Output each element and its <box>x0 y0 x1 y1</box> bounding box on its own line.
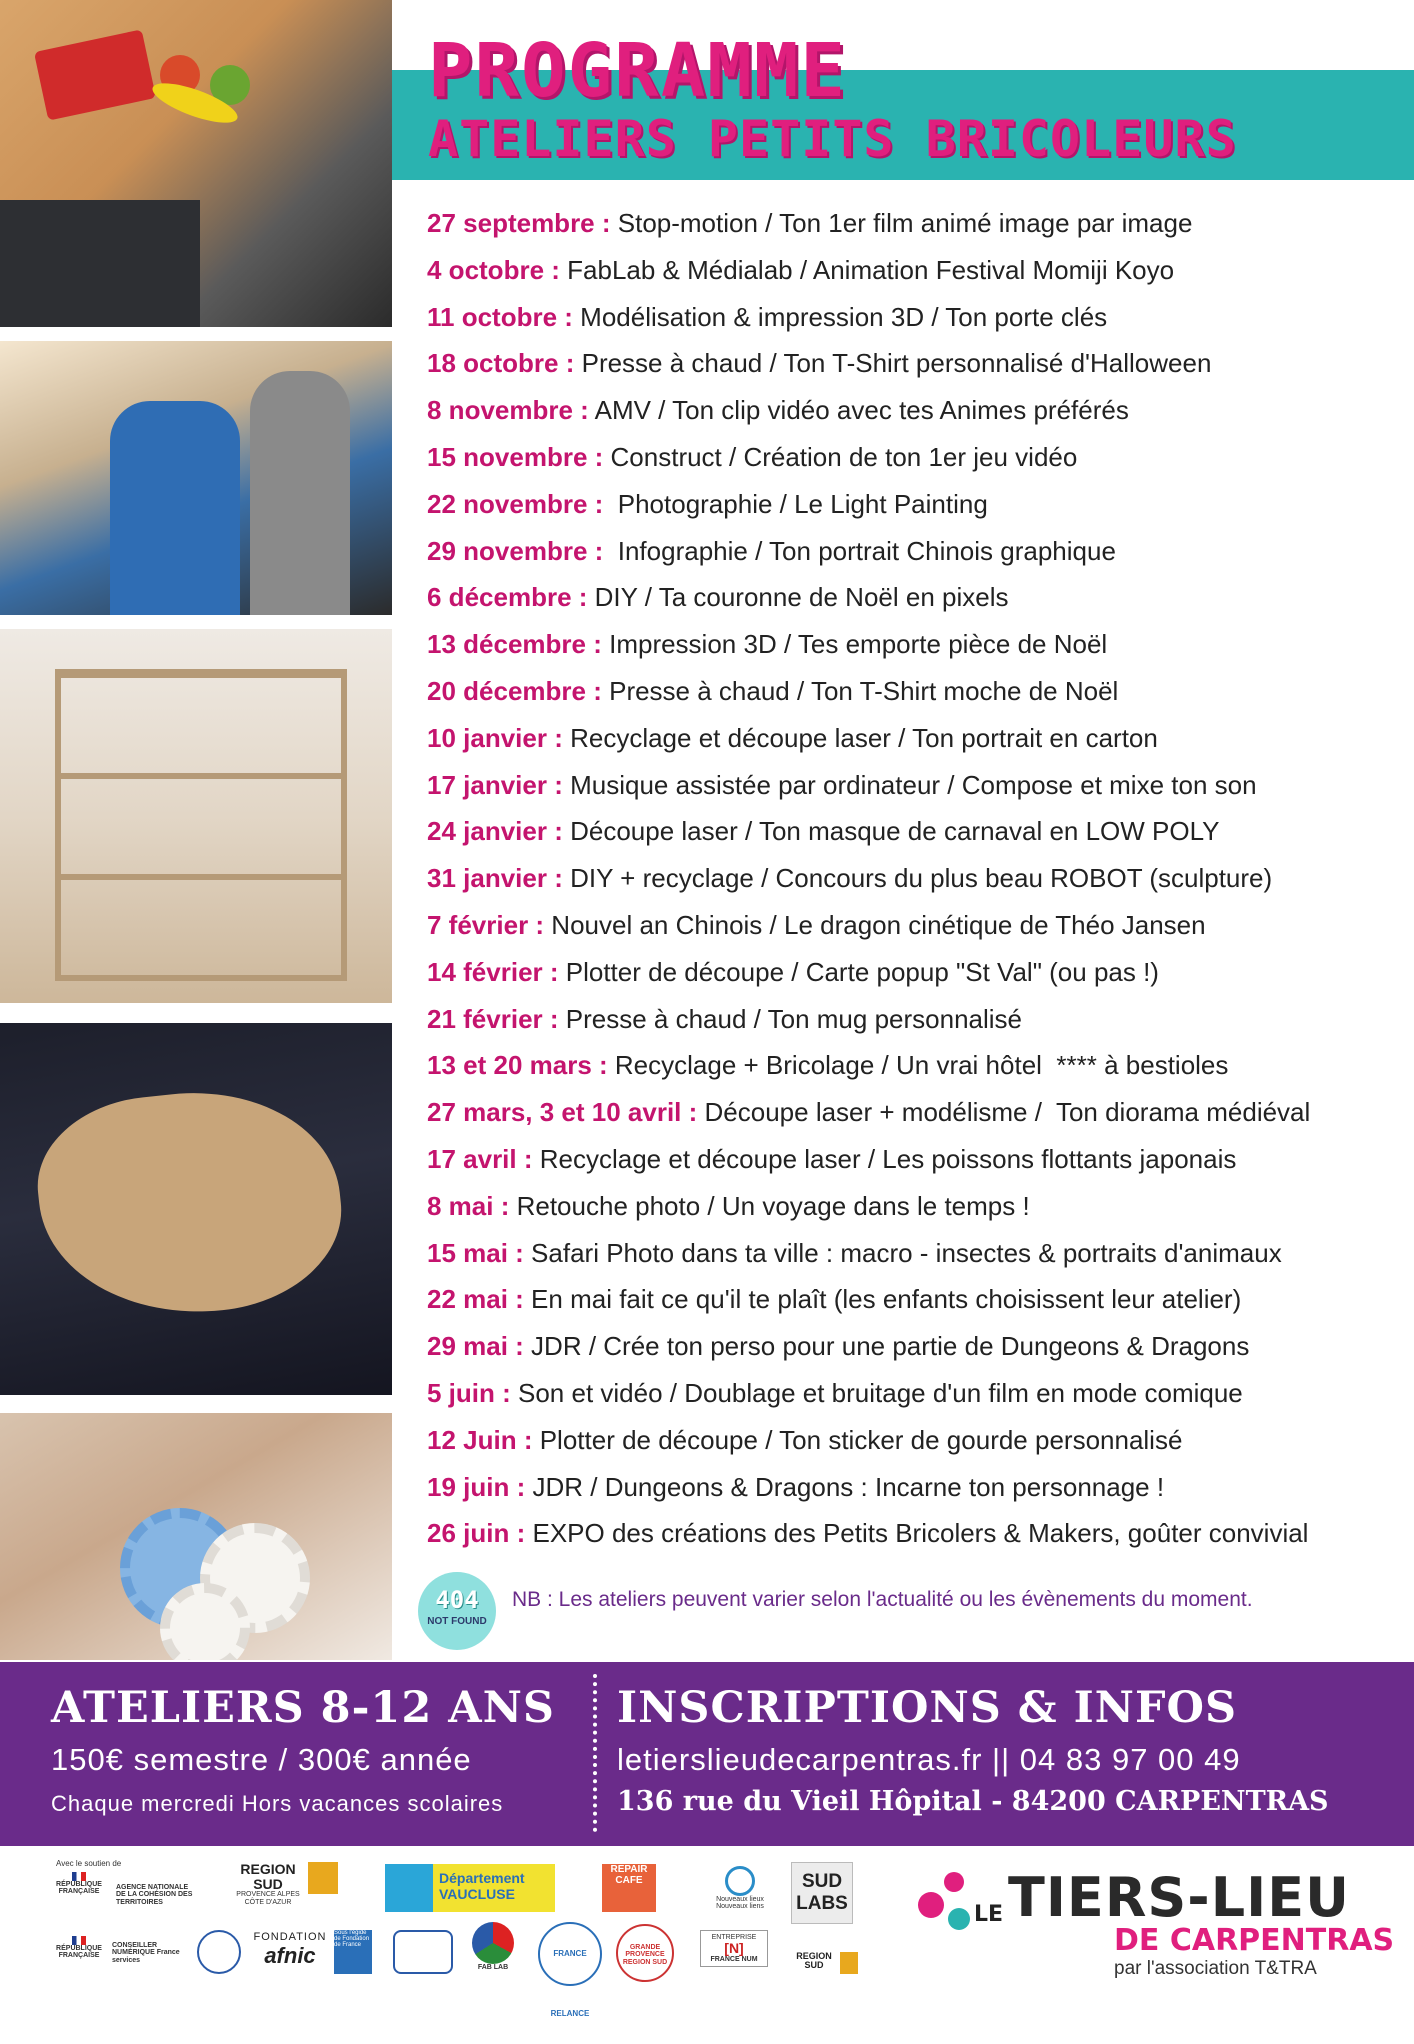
schedule-activity: JDR / Dungeons & Dragons : Incarne ton personnage ! <box>525 1471 1165 1502</box>
schedule-row <box>427 996 1402 1043</box>
france-num-n-icon: [N] <box>724 1940 744 1957</box>
schedule-activity: Stop-motion / Ton 1er film animé image par image <box>610 208 1193 238</box>
schedule-row <box>427 1370 1402 1417</box>
schedule-row <box>427 1183 1402 1230</box>
schedule-activity: Retouche photo / Un voyage dans le temps ! <box>509 1190 1030 1221</box>
schedule-activity: Recyclage et découpe laser / Ton portrait en carton <box>562 722 1158 753</box>
schedule-activity: DIY / Ta couronne de Noël en pixels <box>587 582 1009 613</box>
conseiller-numerique-text: CONSEILLER NUMÉRIQUE France services <box>112 1942 180 1964</box>
schedule-row <box>427 855 1402 902</box>
schedule-activity: Presse à chaud / Ton T-Shirt personnalisé d'Halloween <box>574 348 1212 379</box>
schedule-row <box>427 1230 1402 1277</box>
fab-lab-icon <box>472 1922 514 1964</box>
schedule-row <box>427 715 1402 762</box>
nouveaux-lieux-logo <box>710 1866 770 1911</box>
schedule-activity: EXPO des créations des Petits Bricolers & Makers, goûter convivial <box>525 1518 1309 1549</box>
schedule-date: 29 mai : <box>427 1331 524 1362</box>
repair-cafe-logo: REPAIR CAFE <box>602 1864 656 1912</box>
schedule-date: 15 novembre : <box>427 441 604 472</box>
region-sud-text: REGION SUD <box>240 1861 296 1892</box>
contact-text[interactable]: letierslieudecarpentras.fr || 04 83 97 00 49 <box>617 1742 1241 1777</box>
kid-blue-jacket <box>110 401 240 615</box>
price-text: 150€ semestre / 300€ année <box>51 1742 472 1777</box>
kid-grey-jacket <box>250 371 350 615</box>
title-ateliers: ATELIERS PETITS BRICOLEURS <box>428 110 1237 168</box>
schedule-date: 22 mai : <box>427 1284 524 1315</box>
fab-lab-logo <box>468 1922 518 1971</box>
schedule-activity: Plotter de découpe / Ton sticker de gourde personnalisé <box>532 1424 1183 1455</box>
nouveaux-lieux-text: Nouveaux lieux Nouveaux liens <box>716 1896 764 1911</box>
schedule-date: 17 janvier : <box>427 769 563 800</box>
schedule-row <box>427 902 1402 949</box>
schedule-row <box>427 668 1402 715</box>
photo-wooden-house <box>0 629 392 1003</box>
schedule-date: 6 décembre : <box>427 582 588 613</box>
sud-labs-logo: SUD LABS <box>791 1862 853 1924</box>
region-flag-icon <box>308 1862 338 1894</box>
schedule-row <box>427 434 1402 481</box>
schedule-activity: Safari Photo dans ta ville : macro - insectes & portraits d'animaux <box>523 1237 1282 1268</box>
schedule-activity: En mai fait ce qu'il te plaît (les enfants choisissent leur atelier) <box>523 1284 1242 1315</box>
flag-icon <box>72 1872 86 1881</box>
404-badge-icon <box>418 1572 496 1650</box>
schedule-date: 29 novembre : <box>427 535 604 566</box>
schedule-activity: JDR / Crée ton perso pour une partie de Dungeons & Dragons <box>523 1331 1250 1362</box>
schedule-date: 7 février : <box>427 909 545 940</box>
schedule-activity: Impression 3D / Tes emporte pièce de Noël <box>601 629 1108 660</box>
footer-divider <box>593 1674 597 1832</box>
anct-text: AGENCE NATIONALE DE LA COHÉSION DES TERRITOIRES <box>116 1884 193 1906</box>
vaucluse-text: Département VAUCLUSE <box>439 1870 525 1902</box>
schedule-date: 20 décembre : <box>427 675 602 706</box>
ateliers-age-title: ATELIERS 8-12 ANS <box>51 1683 555 1733</box>
photo-kids-computers <box>0 341 392 615</box>
badge-404-text: 404 <box>435 1586 479 1614</box>
schedule-row <box>427 1464 1402 1511</box>
schedule-activity: FabLab & Médialab / Animation Festival Momiji Koyo <box>559 254 1175 285</box>
tiers-lieu-carpentras: DE CARPENTRAS <box>1114 1923 1395 1958</box>
schedule-row <box>427 294 1402 341</box>
schedule-activity: DIY + recyclage / Concours du plus beau ROBOT (sculpture) <box>562 863 1273 894</box>
schedule-activity: Découpe laser + modélisme / Ton diorama médiéval <box>697 1097 1311 1128</box>
schedule-activity: Son et vidéo / Doublage et bruitage d'un film en mode comique <box>510 1377 1243 1408</box>
schedule-row <box>427 1276 1402 1323</box>
schedule-row <box>427 481 1402 528</box>
region-sud-small: REGION SUD <box>796 1951 832 1971</box>
schedule-row <box>427 762 1402 809</box>
schedule-date: 8 novembre : <box>427 395 589 426</box>
nb-note: NB : Les ateliers peuvent varier selon l'actualité ou les évènements du moment. <box>512 1588 1253 1611</box>
schedule-row <box>427 1136 1402 1183</box>
schedule-row <box>427 949 1402 996</box>
address-text: 136 rue du Vieil Hôpital - 84200 CARPENTRAS <box>617 1786 1329 1817</box>
schedule-date: 18 octobre : <box>427 348 575 379</box>
schedule-activity: Découpe laser / Ton masque de carnaval en LOW POLY <box>562 816 1220 847</box>
schedule-date: 22 novembre : <box>427 488 604 519</box>
schedule-row <box>427 387 1402 434</box>
molecule-dot <box>944 1872 964 1892</box>
schedule-activity: Nouvel an Chinois / Le dragon cinétique de Théo Jansen <box>544 909 1206 940</box>
schedule-date: 13 décembre : <box>427 629 602 660</box>
schedule-activity: Modélisation & impression 3D / Ton porte clés <box>572 301 1108 332</box>
schedule-row <box>427 1417 1402 1464</box>
republique-text: RÉPUBLIQUE FRANÇAISE <box>56 1881 102 1896</box>
inscriptions-title: INSCRIPTIONS & INFOS <box>617 1683 1238 1733</box>
republique-logo <box>56 1872 102 1896</box>
schedule-row <box>427 1089 1402 1136</box>
schedule-row <box>427 340 1402 387</box>
schedule-activity: Recyclage et découpe laser / Les poissons flottants japonais <box>532 1143 1237 1174</box>
schedule-date: 5 juin : <box>427 1377 511 1408</box>
afnic-logo <box>250 1932 330 1967</box>
entreprise-text: ENTREPRISE <box>711 1934 757 1941</box>
region-flag-icon-small <box>840 1952 858 1974</box>
photo-laser-cutout <box>0 1023 392 1395</box>
soutien-label: Avec le soutien de <box>56 1859 122 1868</box>
flag-icon <box>72 1936 86 1945</box>
schedule-activity: Recyclage + Bricolage / Un vrai hôtel **** à bestioles <box>607 1050 1229 1081</box>
schedule-date: 19 juin : <box>427 1471 526 1502</box>
tiers-lieu-le: LE <box>974 1902 1004 1927</box>
schedule-date: 12 Juin : <box>427 1424 533 1455</box>
photo-electronics-workshop <box>0 0 392 327</box>
molecule-dot <box>948 1908 970 1930</box>
schedule-date: 21 février : <box>427 1003 559 1034</box>
schedule-activity: Plotter de découpe / Carte popup "St Val" (ou pas !) <box>558 956 1159 987</box>
republique-text-2: RÉPUBLIQUE FRANÇAISE <box>56 1945 102 1960</box>
schedule-activity: Photographie / Le Light Painting <box>603 488 988 519</box>
schedule-date: 31 janvier : <box>427 863 563 894</box>
france-num-text: FRANCE NUM <box>710 1956 758 1964</box>
schedule-date: 10 janvier : <box>427 722 563 753</box>
title-programme: PROGRAMME <box>428 28 847 114</box>
schedule-date: 26 juin : <box>427 1518 526 1549</box>
tiers-lieu-association: par l'association T&TRA <box>1114 1958 1317 1979</box>
schedule-activity: Construct / Création de ton 1er jeu vidéo <box>603 441 1078 472</box>
fondation-text: FONDATION <box>253 1931 327 1943</box>
schedule-row <box>427 200 1402 247</box>
grande-provence-logo: GRANDE PROVENCE REGION SUD <box>616 1924 674 1982</box>
schedule-row <box>427 808 1402 855</box>
wooden-dollhouse <box>55 669 347 981</box>
badge-not-found-text: NOT FOUND <box>427 1616 487 1627</box>
fab-lab-text: FAB LAB <box>477 1964 509 1971</box>
schedule-date: 15 mai : <box>427 1237 524 1268</box>
republique-logo-2 <box>56 1936 102 1960</box>
region-sud-sub: PROVENCE ALPES CÔTE D'AZUR <box>236 1891 300 1906</box>
schedule-date: 14 février : <box>427 956 559 987</box>
schedule-activity: AMV / Ton clip vidéo avec tes Animes préférés <box>588 395 1129 426</box>
vaucluse-logo <box>385 1864 555 1912</box>
schedule-date: 27 mars, 3 et 10 avril : <box>427 1097 698 1128</box>
laptop <box>0 200 200 327</box>
partner-logo-icon <box>393 1930 453 1974</box>
schedule-row <box>427 247 1402 294</box>
schedule-list <box>427 200 1402 1557</box>
fondation-de-france-logo: Sous l'égide de Fondation de France <box>334 1930 372 1974</box>
schedule-row <box>427 621 1402 668</box>
region-sud-logo <box>232 1862 304 1906</box>
molecule-dot <box>918 1892 944 1918</box>
schedule-row <box>427 1510 1402 1557</box>
schedule-row <box>427 574 1402 621</box>
vaucluse-v-icon <box>385 1864 433 1912</box>
photo-gears <box>0 1413 392 1660</box>
afnic-text: afnic <box>264 1942 316 1968</box>
schedule-date: 24 janvier : <box>427 816 563 847</box>
schedule-row <box>427 528 1402 575</box>
schedule-date: 4 octobre : <box>427 254 560 285</box>
schedule-date: 8 mai : <box>427 1190 510 1221</box>
schedule-date: 17 avril : <box>427 1143 533 1174</box>
france-num-logo <box>700 1930 768 1967</box>
schedule-date: 27 septembre : <box>427 208 611 238</box>
schedule-note: Chaque mercredi Hors vacances scolaires <box>51 1791 504 1816</box>
round-logo-icon <box>197 1930 241 1974</box>
schedule-row <box>427 1042 1402 1089</box>
schedule-activity: Musique assistée par ordinateur / Compose et mixe ton son <box>562 769 1257 800</box>
schedule-row <box>427 1323 1402 1370</box>
schedule-activity: Infographie / Ton portrait Chinois graphique <box>603 535 1116 566</box>
schedule-activity: Presse à chaud / Ton T-Shirt moche de Noël <box>601 675 1119 706</box>
schedule-date: 11 octobre : <box>427 301 573 332</box>
cardboard-cutout <box>29 1078 350 1328</box>
tiers-lieu-molecule-icon <box>918 1872 972 1936</box>
france-relance-logo: FRANCE RELANCE <box>538 1922 602 1986</box>
tiers-lieu-title: TIERS-LIEU <box>1008 1866 1350 1929</box>
red-box <box>34 29 156 120</box>
schedule-activity: Presse à chaud / Ton mug personnalisé <box>558 1003 1022 1034</box>
schedule-date: 13 et 20 mars : <box>427 1050 608 1081</box>
nouveaux-lieux-icon <box>725 1866 755 1896</box>
